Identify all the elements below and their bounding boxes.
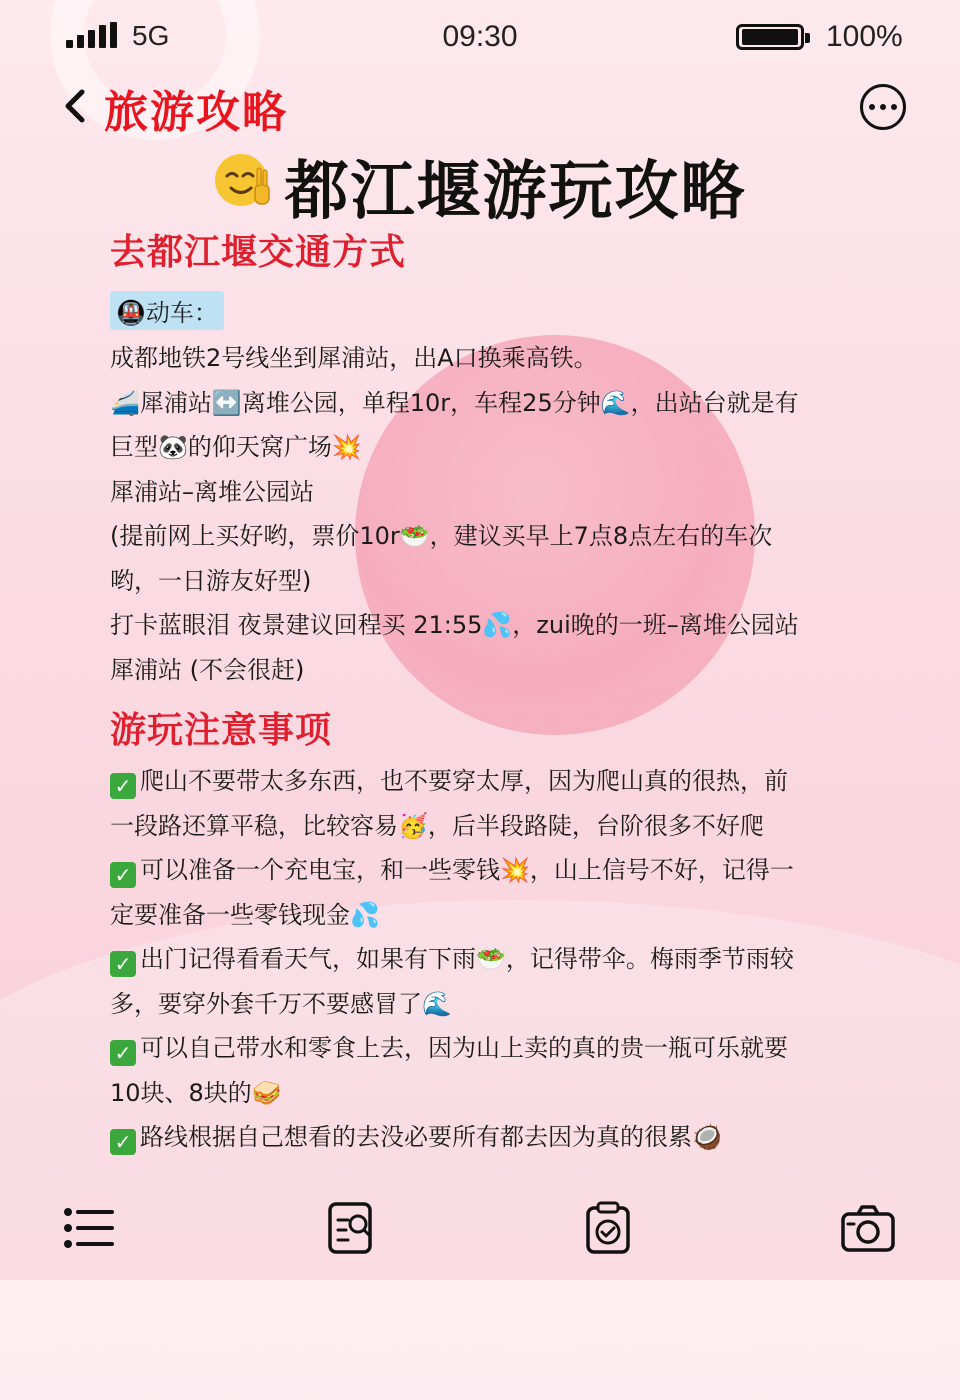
list-icon[interactable] [60,1200,116,1256]
text-line: 10块、8块的🥪 [110,1078,282,1107]
tip-line [110,759,850,804]
text-line: 打卡蓝眼泪 夜景建议回程买 21:55💦，zui晚的一班–离堆公园站 [110,611,799,639]
train-chip: 🚇动车： [110,291,224,330]
status-time: 09:30 [442,20,518,53]
text-line: 成都地铁2号线坐到犀浦站，出A口换乘高铁。 [110,344,598,372]
tip-text: 可以自己带水和零食上去，因为山上卖的真的贵一瓶可乐就要 [140,1034,788,1062]
text-line: 一段路还算平稳，比较容易🥳，后半段路陡，台阶很多不好爬 [110,811,764,840]
tip-text: 出门记得看看天气，如果有下雨🥗，记得带伞。梅雨季节雨较 [140,945,794,973]
more-options-button[interactable] [860,84,906,130]
more-dot [880,104,886,110]
section-heading-transport: 去都江堰交通方式 [110,232,407,273]
tip-text: 路线根据自己想看的去没必要所有都去因为真的很累🥥 [140,1123,722,1151]
tip-line [110,937,850,982]
back-button[interactable] [56,80,96,130]
smiley-peace-icon [213,150,273,210]
article-content [110,224,850,1160]
battery-icon [736,24,804,50]
section-heading-tips: 游玩注意事项 [110,710,333,751]
text-line: 犀浦站 (不会很赶) [110,655,305,684]
text-line: (提前网上买好哟，票价10r🥗，建议买早上7点8点左右的车次 [110,522,773,550]
text-line: 犀浦站–离堆公园站 [110,477,314,506]
tip-line [110,1026,850,1071]
more-dot [869,104,875,110]
check-icon: ✓ [110,951,136,977]
text-line: 巨型🐼的仰天窝广场💥 [110,433,362,461]
text-line: 定要准备一些零钱现金💦 [110,900,380,929]
clipboard-check-icon[interactable] [580,1200,636,1256]
text-line: 哟，一日游友好型) [110,566,312,595]
tip-text: 爬山不要带太多东西，也不要穿太厚，因为爬山真的很热，前 [140,767,788,795]
bottom-toolbar [0,1200,960,1260]
page-title: 都江堰游玩攻略 [284,155,747,229]
check-icon: ✓ [110,1040,136,1066]
more-dot [891,104,897,110]
tip-line [110,848,850,893]
check-icon: ✓ [110,773,136,799]
nav-title: 旅游攻略 [104,87,288,138]
title-row [0,140,960,232]
battery-percent: 100% [826,20,903,53]
text-line: 🚄犀浦站↔️离堆公园，单程10r，车程25分钟🌊，出站台就是有 [110,388,799,417]
chevron-left-icon [56,80,96,130]
status-bar [0,0,960,78]
text-line: 多，要穿外套千万不要感冒了🌊 [110,989,452,1018]
tip-text: 可以准备一个充电宝，和一些零钱💥，山上信号不好，记得一 [140,856,794,884]
search-document-icon[interactable] [324,1200,380,1256]
check-icon: ✓ [110,862,136,888]
camera-icon[interactable] [840,1200,896,1256]
check-icon: ✓ [110,1129,136,1155]
tip-line [110,1115,850,1160]
network-type: 5G [132,20,170,51]
